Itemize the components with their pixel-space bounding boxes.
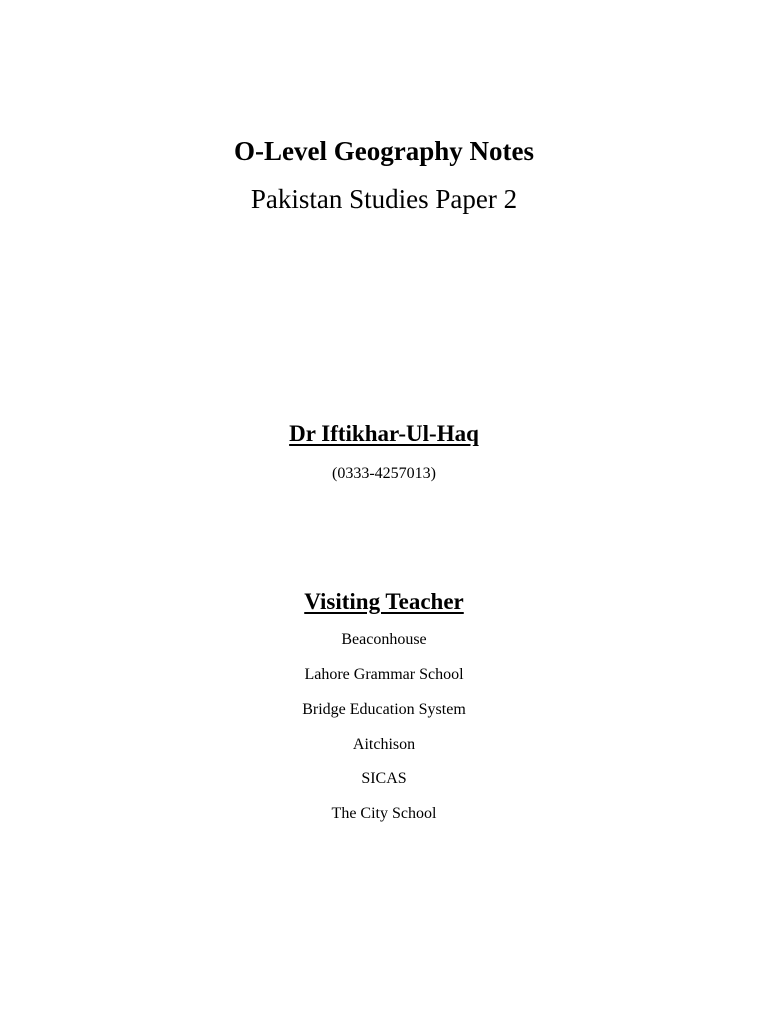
- institution-item: SICAS: [361, 770, 407, 787]
- role-heading: Visiting Teacher: [304, 589, 464, 614]
- author-name: Dr Iftikhar-Ul-Haq: [289, 421, 479, 446]
- author-phone: (0333-4257013): [332, 465, 436, 482]
- institution-item: Bridge Education System: [302, 701, 466, 718]
- document-subtitle: Pakistan Studies Paper 2: [250, 184, 518, 214]
- document-title: O-Level Geography Notes: [234, 136, 534, 166]
- institution-item: Beaconhouse: [341, 631, 427, 648]
- institution-item: Aitchison: [352, 736, 416, 753]
- institution-item: The City School: [331, 805, 437, 822]
- institution-item: Lahore Grammar School: [304, 666, 464, 683]
